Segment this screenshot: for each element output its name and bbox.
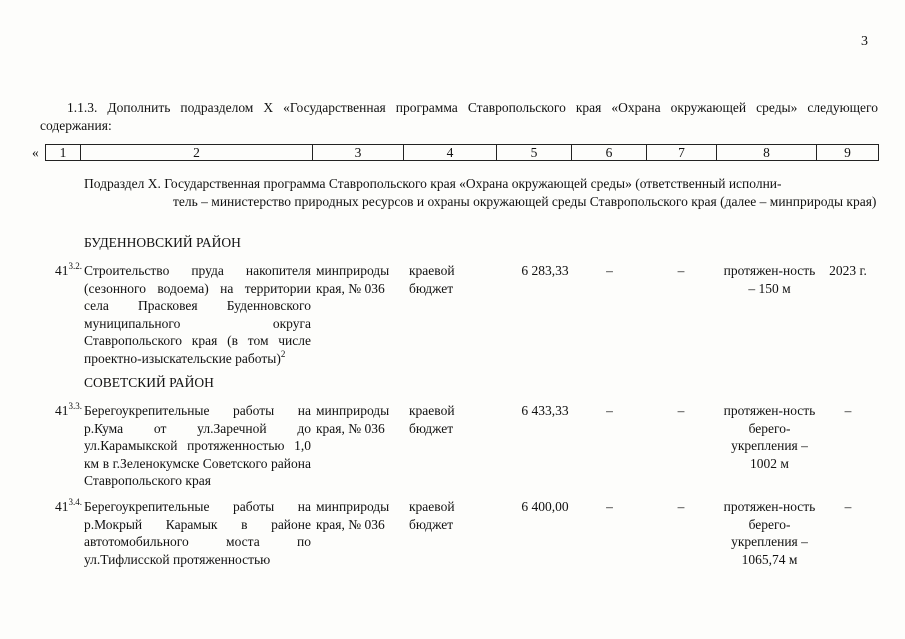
- row-source: краевой бюджет: [409, 263, 455, 296]
- column-number-header: [45, 144, 879, 161]
- row-name: [84, 262, 311, 367]
- row-number: [40, 262, 82, 280]
- row-col5: 6 400,00: [521, 499, 569, 514]
- row-executor: минприроды края, № 036: [316, 499, 390, 532]
- row-executor: минприроды края, № 036: [316, 403, 390, 436]
- row-executor: минприроды края, № 036: [316, 263, 390, 296]
- row-source: краевой бюджет: [409, 499, 455, 532]
- row-col9: –: [844, 499, 852, 514]
- row-col7: –: [677, 263, 685, 278]
- column-number-1: 1: [46, 145, 81, 161]
- column-number-6: 6: [572, 145, 647, 161]
- quote-mark: «: [32, 145, 39, 160]
- row-col7: –: [677, 499, 685, 514]
- row-name: Берегоукрепительные работы на р.Кума от ул.Заречной до ул.Карамыкской протяженностью 1,0 км в г.Зеленокумске Советского района Ставропольского края: [84, 403, 311, 488]
- row-col7: –: [677, 403, 685, 418]
- row-col6: –: [606, 263, 613, 278]
- row-col8: протяжен-ность берего-укрепления – 1002 м: [723, 403, 816, 471]
- row-number: [40, 498, 82, 516]
- row-number-main: 41: [55, 499, 69, 514]
- row-number-main: 41: [55, 403, 69, 418]
- row-col6: –: [606, 403, 613, 418]
- row-col9: 2023 г.: [829, 263, 867, 278]
- column-number-4: 4: [404, 145, 497, 161]
- column-number-7: 7: [647, 145, 717, 161]
- row-name-text: Строительство пруда накопителя (сезонного водоема) на территории села Прасковея Буденновского муниципального округа Ставропольского края (в том числе проектно-изыскательские работы): [84, 263, 311, 366]
- column-number-8: 8: [717, 145, 817, 161]
- subsection-title: [84, 175, 878, 210]
- row-col6: –: [606, 499, 613, 514]
- row-col8: протяжен-ность – 150 м: [723, 263, 816, 296]
- row-col8: протяжен-ность берего-укрепления – 1065,74 м: [723, 499, 816, 567]
- row-col5: 6 283,33: [521, 263, 569, 278]
- subsection-title-rest: тель – министерство природных ресурсов и охраны окружающей среды Ставропольского края (далее – минприроды края): [173, 193, 877, 209]
- page-number: 3: [861, 34, 868, 49]
- column-number-5: 5: [497, 145, 572, 161]
- row-col5: 6 433,33: [521, 403, 569, 418]
- column-number-9: 9: [817, 145, 879, 161]
- row-number: [40, 402, 82, 420]
- column-number-3: 3: [313, 145, 404, 161]
- column-number-2: 2: [81, 145, 313, 161]
- footnote-ref: 2: [280, 348, 286, 359]
- row-source: краевой бюджет: [409, 403, 455, 436]
- subsection-title-lead: Подраздел X. Государственная программа Ставропольского края «Охрана окружающей среды» (ответственный исполни-: [84, 176, 782, 191]
- row-number-sup: 3.2.: [68, 261, 82, 271]
- row-number-sup: 3.3.: [68, 401, 82, 411]
- row-number-main: 41: [55, 263, 69, 278]
- district-heading-budennovsky: БУДЕННОВСКИЙ РАЙОН: [84, 235, 241, 250]
- intro-paragraph: 1.1.3. Дополнить подразделом X «Государственная программа Ставропольского края «Охрана окружающей среды» следующего содержания:: [40, 100, 878, 133]
- row-number-sup: 3.4.: [68, 497, 82, 507]
- row-name: Берегоукрепительные работы на р.Мокрый Карамык в районе автотомобильного моста по ул.Тифлисской протяженностью: [84, 499, 311, 567]
- row-col9: –: [844, 403, 852, 418]
- district-heading-sovetsky: СОВЕТСКИЙ РАЙОН: [84, 375, 214, 390]
